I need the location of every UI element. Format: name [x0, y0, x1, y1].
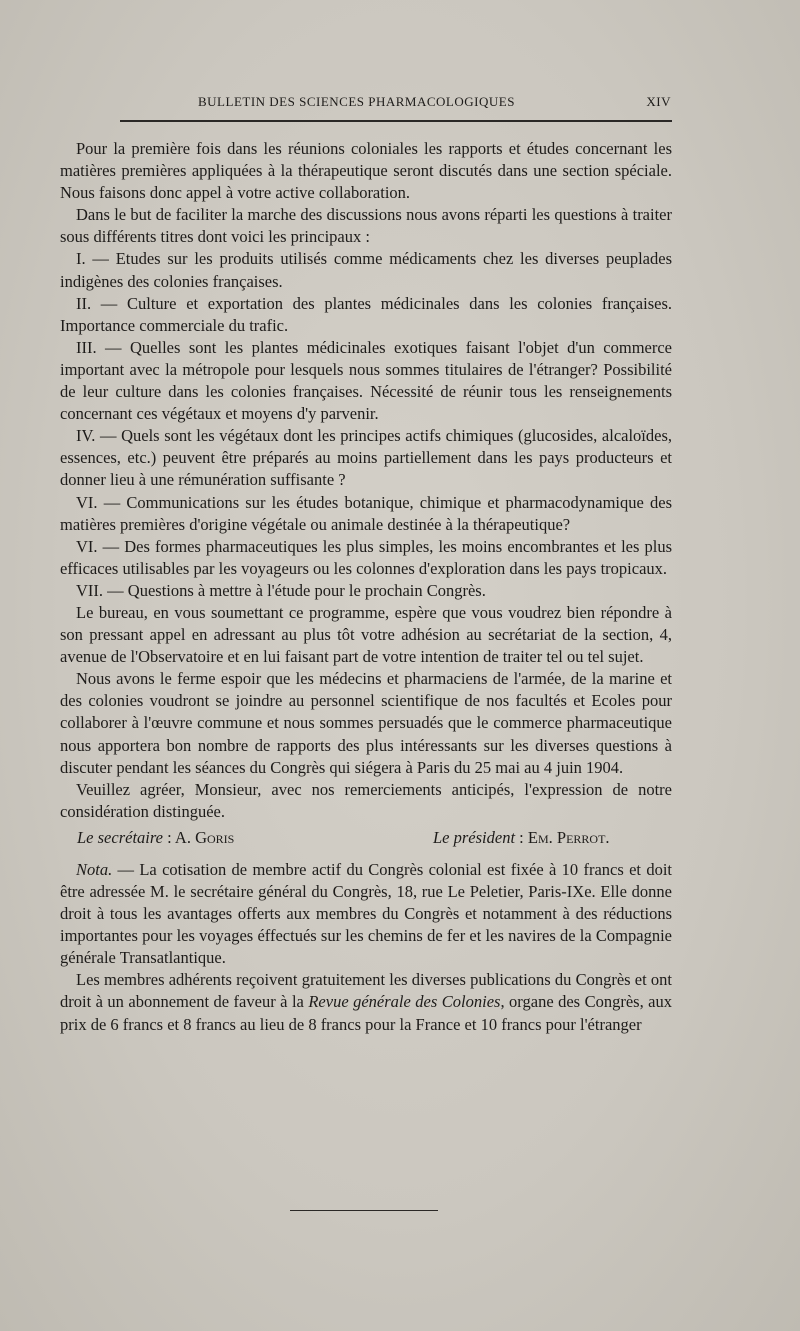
president-role: Le président: [433, 827, 516, 847]
secretary-signature: [77, 827, 234, 849]
paragraph-hope: Nous avons le ferme espoir que les médecins et pharmaciens de l'armée, de la marine et des colonies voudront se joindre au personnel scientifique de nos facultés et Ecoles pour collaborer à l'œuvre commune et nous sommes persuadés que le commerce pharmaceutique nous apportera bon nombre de rapports des plus intéressants sur les diverses questions à discuter pendant les séances du Congrès qui siégera à Paris du 25 mai au 4 juin 1904.: [60, 669, 672, 777]
paragraph-bureau: Le bureau, en vous soumettant ce programme, espère que vous voudrez bien répondre à son pressant appel en adressant au plus tôt votre adhésion au secrétariat de la section, 4, avenue de l'Observatoire et en lui faisant part de votre intention de traiter tel ou tel sujet.: [60, 602, 672, 667]
paragraph-closing: Veuillez agréer, Monsieur, avec nos remerciements anticipés, l'expression de notre considération distinguée.: [60, 779, 672, 821]
question-1: I. — Etudes sur les produits utilisés comme médicaments chez les diverses peuplades indigènes des colonies françaises.: [60, 249, 672, 291]
secretary-separator: : A.: [163, 827, 196, 847]
nota-label: Nota.: [76, 859, 113, 879]
page-number: XIV: [646, 94, 671, 109]
closing-rule: [290, 1210, 438, 1211]
members-text-after: , organe des Congrès, aux prix de 6 francs et 8 francs au lieu de 8 francs pour la France et 10 francs pour l'étranger: [60, 992, 672, 1034]
paragraph-intro: Pour la première fois dans les réunions coloniales les rapports et études concernant les matières premières appliquées à la thérapeutique seront discutés dans une section spéciale. Nous faisons donc appel à votre active collaboration.: [60, 139, 672, 203]
page-header: [120, 92, 675, 116]
signature-line: [60, 827, 672, 851]
question-5: VI. — Communications sur les études botanique, chimique et pharmacodynamique des matières premières d'origine végétale ou animale destinée à la thérapeutique?: [60, 492, 672, 534]
president-separator: :: [515, 827, 528, 847]
running-title: BULLETIN DES SCIENCES PHARMACOLOGIQUES: [198, 94, 515, 109]
president-name: Em. Perrot.: [527, 827, 610, 847]
question-7: VII. — Questions à mettre à l'étude pour le prochain Congrès.: [76, 580, 486, 600]
journal-title: Revue générale des Colonies: [308, 992, 501, 1012]
paragraph-members: [60, 969, 672, 1035]
president-signature: [433, 827, 610, 849]
paragraph-topics-intro: Dans le but de faciliter la marche des discussions nous avons réparti les questions à traiter sous différents titres dont voici les principaux :: [60, 205, 672, 247]
question-6: VI. — Des formes pharmaceutiques les plus simples, les moins encombrantes et les plus efficaces utilisables par les voyageurs ou les colonnes d'exploration dans les pays tropicaux.: [60, 536, 672, 578]
header-rule: [120, 120, 672, 122]
body-text: [60, 138, 672, 1036]
members-text-before: Les membres adhérents reçoivent gratuitement les diverses publications du Congrès et ont droit à un abonnement de faveur à la: [60, 970, 672, 1012]
question-4: IV. — Quels sont les végétaux dont les principes actifs chimiques (glucosides, alcaloïdes, essences, etc.) peuvent être préparés au moins partiellement dans les pays producteurs et donner lieu à une rémunération suffisante ?: [60, 426, 672, 490]
question-2: II. — Culture et exportation des plantes médicinales dans les colonies françaises. Importance commerciale du trafic.: [60, 293, 672, 335]
paragraph-nota: [60, 859, 672, 969]
nota-text: — La cotisation de membre actif du Congrès colonial est fixée à 10 francs et doit être adressée M. le secrétaire général du Congrès, 18, rue Le Peletier, Paris-IXe. Elle donne droit à tous les avantages offerts aux membres du Congrès et notamment à des réductions importantes pour les voyages éffectués sur les chemins de fer et les navires de la Compagnie générale Transatlantique.: [60, 859, 672, 968]
secretary-role: Le secrétaire: [77, 827, 163, 847]
secretary-name: Goris: [195, 827, 235, 847]
question-3: III. — Quelles sont les plantes médicinales exotiques faisant l'objet d'un commerce important avec la métropole pour lesquels nous sommes titulaires de l'étranger? Possibilité de leur culture dans les colonies françaises. Nécessité de réunir tous les renseignements concernant ces végétaux et moyens d'y parvenir.: [60, 337, 672, 424]
